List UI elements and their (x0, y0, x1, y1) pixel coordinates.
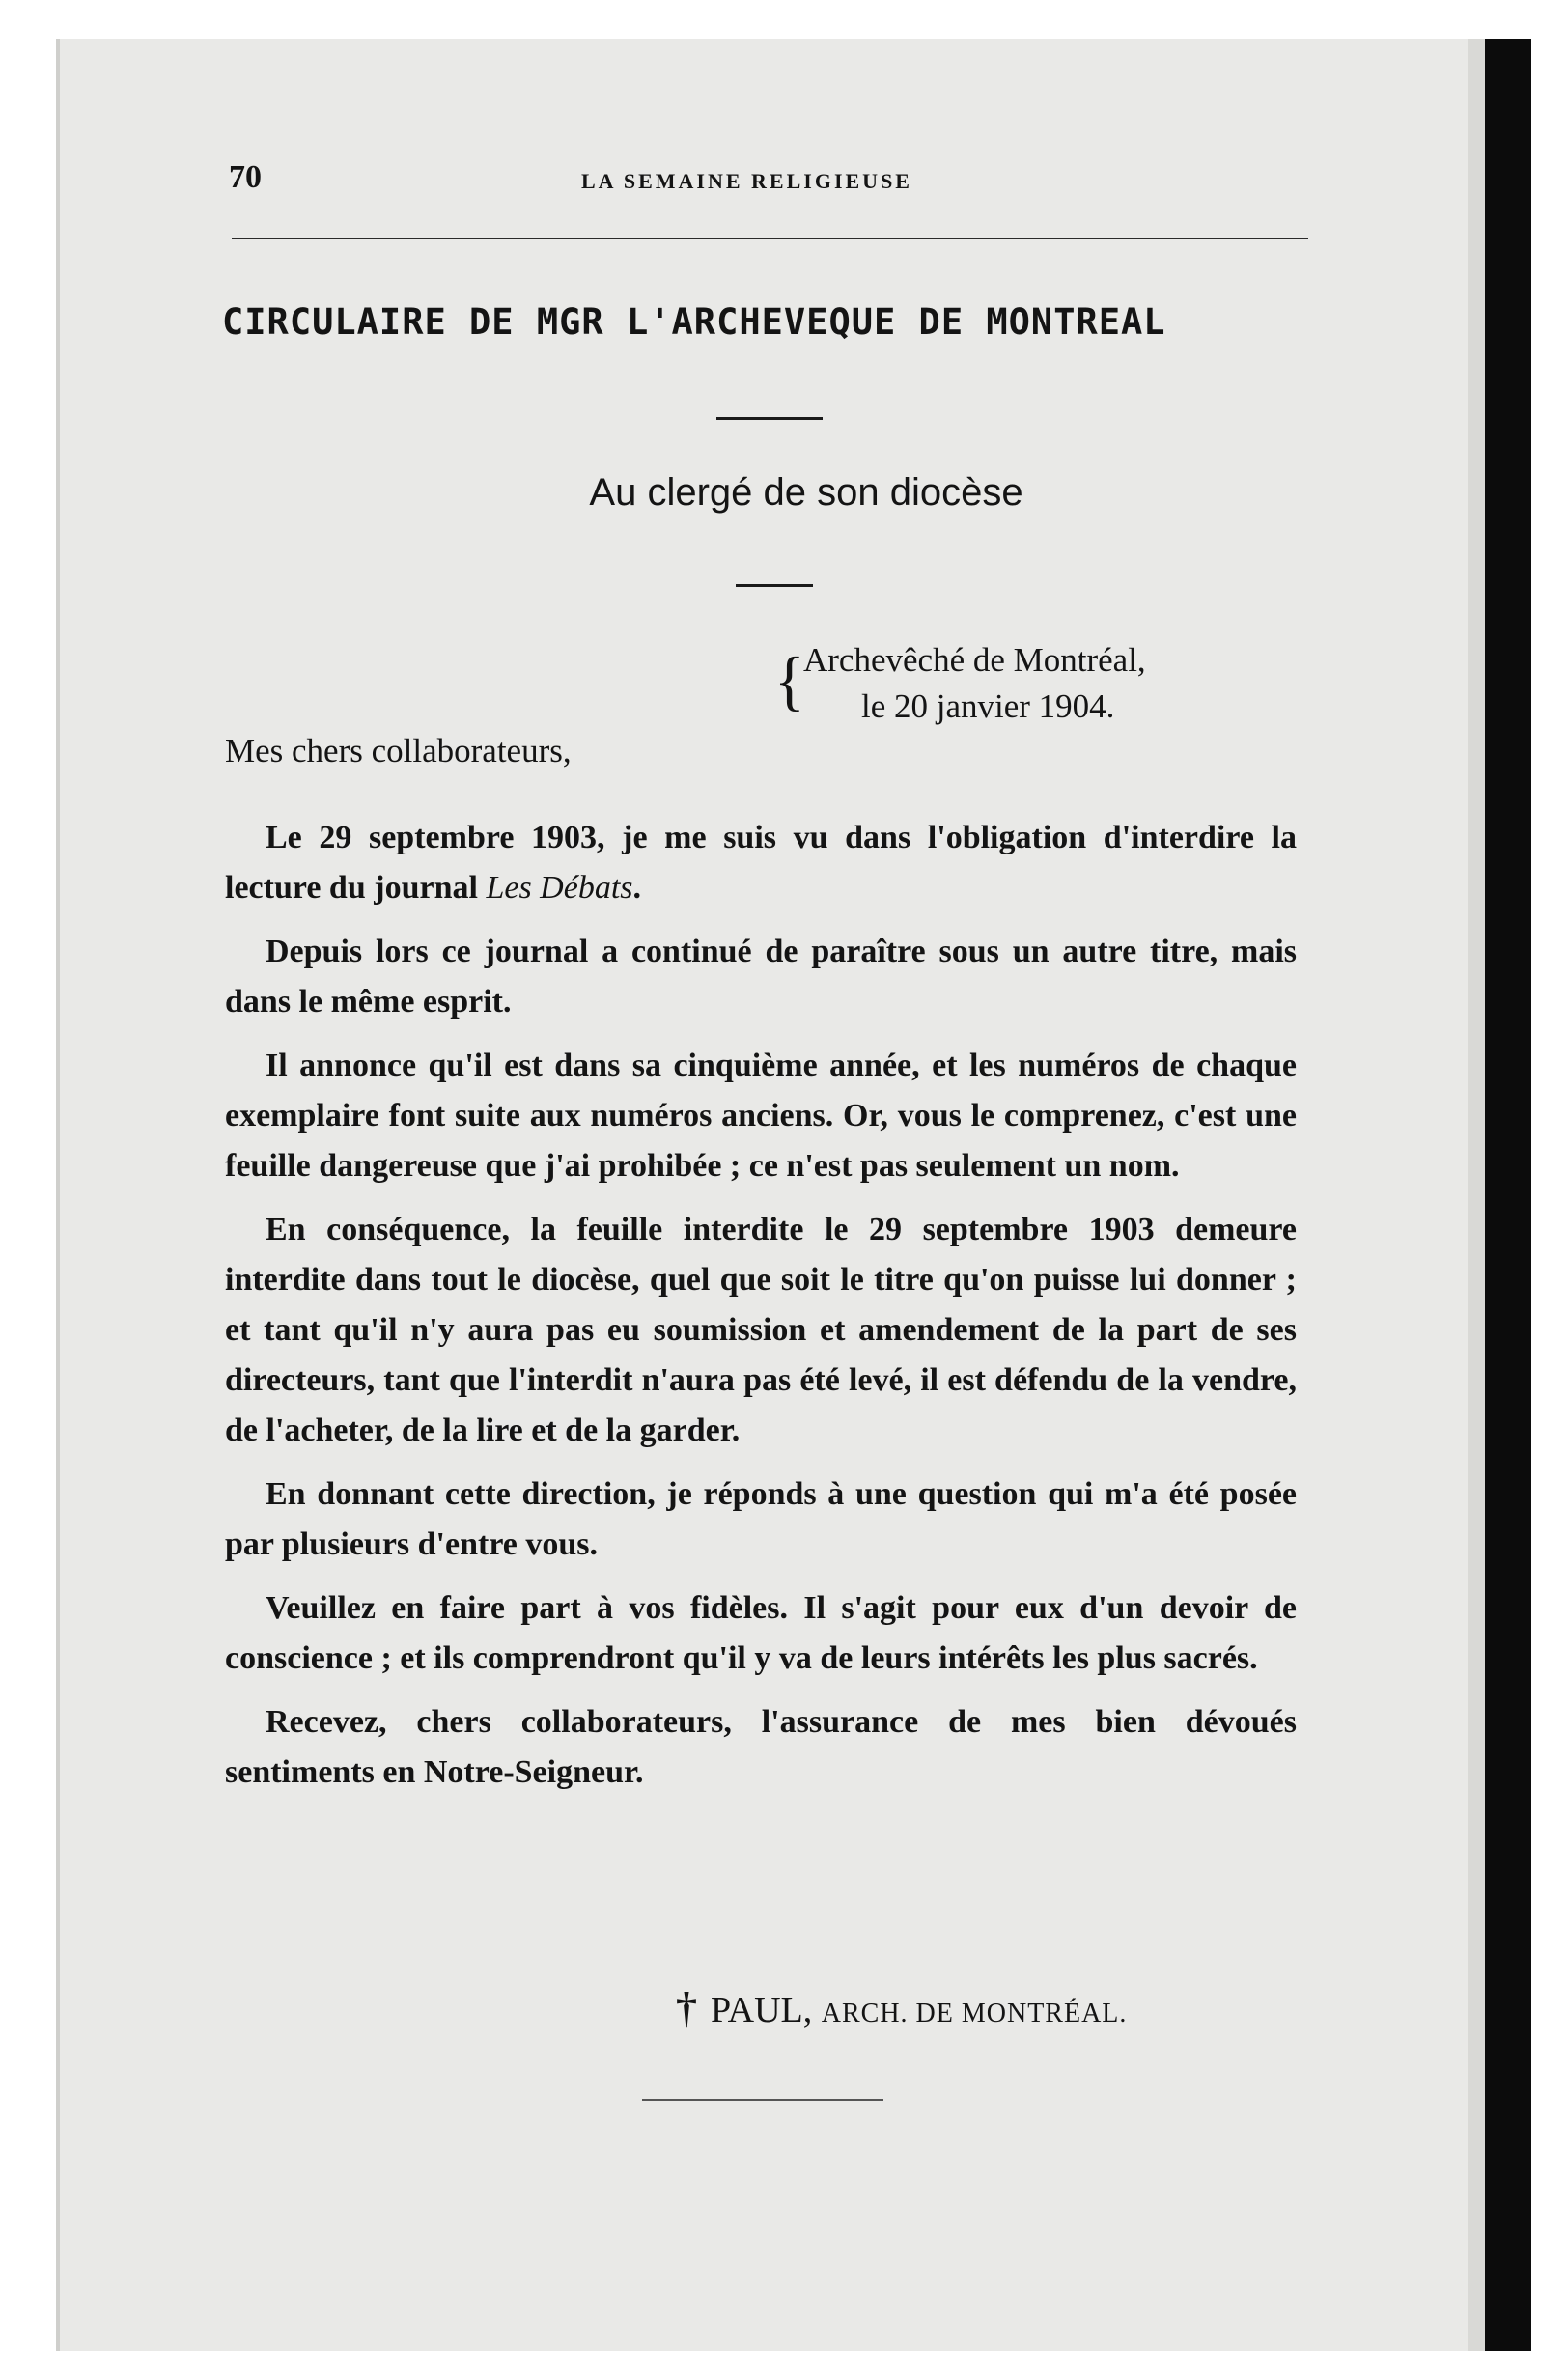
letter-body (225, 813, 1297, 1811)
cross-glyph: † (676, 1984, 697, 2031)
newspaper-title: Les Débats (486, 870, 633, 906)
title-rule (716, 417, 823, 420)
circular-title: CIRCULAIRE DE MGR L'ARCHEVEQUE DE MONTREAL (222, 301, 1166, 343)
salutation: Mes chers collaborateurs, (225, 732, 572, 770)
paragraph-text: Le 29 septembre 1903, je me suis vu dans l'obligation d'interdire la lecture du journal (225, 820, 1297, 906)
paragraph (225, 813, 1297, 913)
page-number: 70 (229, 159, 262, 195)
dateline-place: Archevêché de Montréal, (803, 641, 1146, 679)
page-edge (1468, 39, 1485, 2351)
paragraph: Recevez, chers collaborateurs, l'assurance de mes bien dévoués sentiments en Notre-Seigneur. (225, 1704, 1297, 1790)
subtitle: Au clergé de son diocèse (589, 471, 1023, 514)
running-header (229, 150, 1310, 198)
paragraph: Veuillez en faire part à vos fidèles. Il s'agit pour eux d'un devoir de conscience ; et ils comprendront qu'il y va de leurs intérêts les plus sacrés. (225, 1590, 1297, 1676)
signature-title: ARCH. DE MONTRÉAL. (821, 1999, 1128, 2029)
signature-name: PAUL, (711, 1990, 813, 2030)
footer-rule (642, 2099, 883, 2101)
running-title: LA SEMAINE RELIGIEUSE (581, 169, 912, 193)
paragraph-text: . (632, 870, 641, 906)
paragraph: Depuis lors ce journal a continué de paraître sous un autre titre, mais dans le même esprit. (225, 934, 1297, 1020)
dateline-date: le 20 janvier 1904. (861, 687, 1115, 725)
paragraph: En donnant cette direction, je réponds à une question qui m'a été posée par plusieurs d'entre vous. (225, 1476, 1297, 1562)
header-rule (232, 238, 1308, 239)
subtitle-rule (736, 584, 813, 587)
signature (676, 1983, 1127, 2032)
paragraph: En conséquence, la feuille interdite le 29 septembre 1903 demeure interdite dans tout le diocèse, quel que soit le titre qu'on puisse lui donner ; et tant qu'il n'y aura pas eu soumission et amendement de la part de ses directeurs, tant que l'interdit n'aura pas été levé, il est défendu de la vendre, de l'acheter, de la lire et de la garder. (225, 1212, 1297, 1448)
paragraph: Il annonce qu'il est dans sa cinquième année, et les numéros de chaque exemplaire font suite aux numéros anciens. Or, vous le comprenez, c'est une feuille dangereuse que j'ai prohibée ; ce n'est pas seulement un nom. (225, 1048, 1297, 1184)
scan-border (1485, 39, 1531, 2351)
brace-glyph: { (774, 644, 805, 718)
